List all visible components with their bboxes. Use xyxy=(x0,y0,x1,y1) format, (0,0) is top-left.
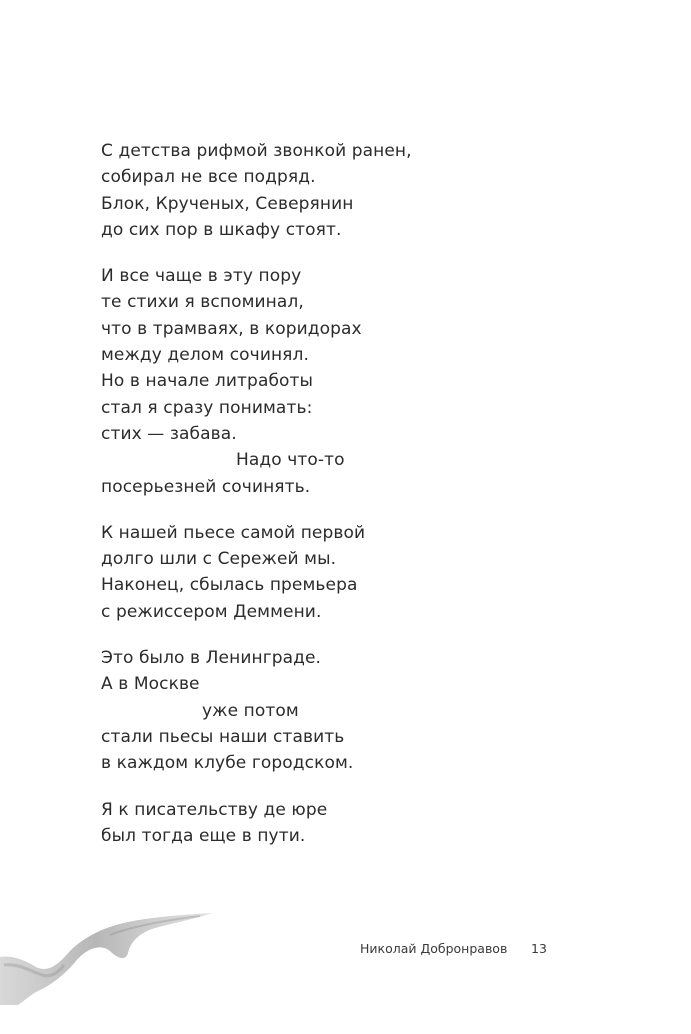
poem-line-indented: уже потом xyxy=(202,700,299,721)
poem-line: собирал не все подряд. xyxy=(101,167,316,188)
stanza-1 xyxy=(101,138,581,243)
poem xyxy=(101,138,581,869)
page-number: 13 xyxy=(531,941,547,956)
poem-line: Я к писательству де юре xyxy=(101,799,328,820)
poem-line: те стихи я вспоминал, xyxy=(101,292,304,313)
poem-line: в каждом клубе городском. xyxy=(101,753,354,774)
poem-line: что в трамваях, в коридорах xyxy=(101,318,362,339)
poem-line: посерьезней сочинять. xyxy=(101,476,311,497)
stanza-3 xyxy=(101,520,581,625)
poem-line: между делом сочинял. xyxy=(101,345,309,366)
poem-line: И все чаще в эту пору xyxy=(101,266,302,287)
poem-line-indented: Надо что-то xyxy=(236,450,345,471)
brush-stroke-decoration xyxy=(0,905,220,1005)
poem-line: стал я сразу понимать: xyxy=(101,397,313,418)
poem-line: с режиссером Деммени. xyxy=(101,601,322,622)
poem-line: Это было в Ленинграде. xyxy=(101,648,322,669)
footer-author: Николай Добронравов xyxy=(360,941,508,956)
poem-line: Блок, Крученых, Северянин xyxy=(101,193,354,214)
poem-line: стих — забава. xyxy=(101,423,237,444)
poem-line: Наконец, сбылась премьера xyxy=(101,575,358,596)
stanza-4 xyxy=(101,645,581,776)
poem-line: Но в начале литработы xyxy=(101,371,314,392)
poem-line: А в Москве xyxy=(101,674,200,695)
poem-line: до сих пор в шкафу стоят. xyxy=(101,219,342,240)
poem-line: был тогда еще в пути. xyxy=(101,825,306,846)
poem-line: стали пьесы наши ставить xyxy=(101,726,345,747)
poem-line: С детства рифмой звонкой ранен, xyxy=(101,141,412,161)
poem-line: К нашей пьесе самой первой xyxy=(101,522,366,543)
stanza-5 xyxy=(101,797,581,850)
poem-line: долго шли с Сережей мы. xyxy=(101,549,337,570)
stanza-2 xyxy=(101,263,581,500)
